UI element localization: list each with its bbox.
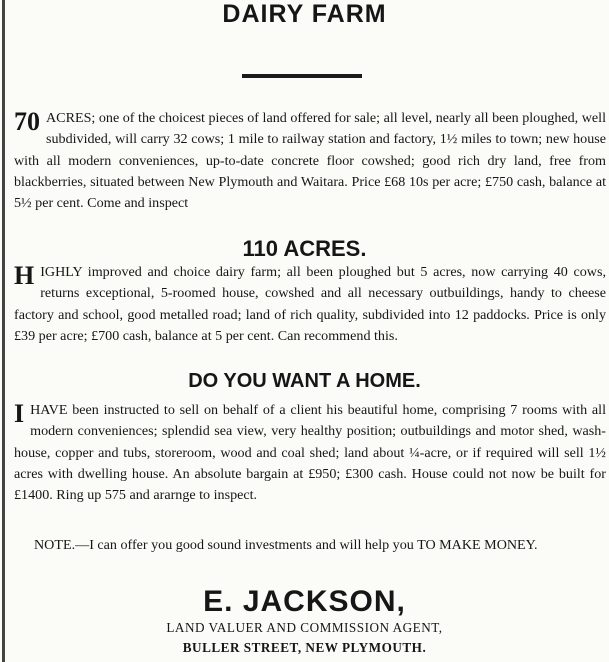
listing-70-acres [14,108,606,214]
listing-dropcap: 70 [14,107,40,136]
listing-110-acres [14,262,606,347]
listing-dropcap: H [14,261,35,290]
title-rule [242,74,362,78]
ad-title: DAIRY FARM [222,0,387,28]
listing-heading-home: DO YOU WANT A HOME. [188,370,421,392]
agent-address: BULLER STREET, NEW PLYMOUTH. [182,640,427,655]
column-border [2,0,5,662]
agent-name: E. JACKSON, [203,585,406,618]
listing-home [14,400,606,506]
listing-body: HAVE been instructed to sell on behalf of a client his beautiful home, comprising 7 rooms with all modern conveniences; splendid sea view, very healthy position; outbuildings and motor shed, wash-house, copper and tubs, storeroom, wood and coal shed; land about ¼-acre, or if required will sell 1½ acres with dwelling house. An absolute bargain at £950; £300 cash. House could not now be built for £1400. Ring up 575 and ararnge to inspect. [14,402,606,504]
listing-body: IGHLY improved and choice dairy farm; all been ploughed but 5 acres, now carrying 40 cows, returns exceptional, 5-roomed house, cowshed and all necessary outbuildings, handy to cheese factory and school, good metalled road; land of rich quality, subdivided into 12 paddocks. Price is only £39 per acre; £700 cash, balance at 5 per cent. Can recommend this. [14,264,606,344]
investment-note: NOTE.—I can offer you good sound investments and will help you TO MAKE MONEY. [34,537,538,553]
listing-heading-110-acres: 110 ACRES. [242,236,367,261]
listing-dropcap: I [14,399,25,428]
agent-title: LAND VALUER AND COMMISSION AGENT, [166,620,443,635]
listing-body: ACRES; one of the choicest pieces of land offered for sale; all level, nearly all been ploughed, well subdivided, will carry 32 cows; 1 mile to railway station and factory, 1½ miles to town; new house with all modern conveniences, up-to-date concrete floor cowshed; good rich dry land, free from blackberries, situated between New Plymouth and Waitara. Price £68 10s per acre; £750 cash, balance at 5½ per cent. Come and inspect [14,110,606,212]
